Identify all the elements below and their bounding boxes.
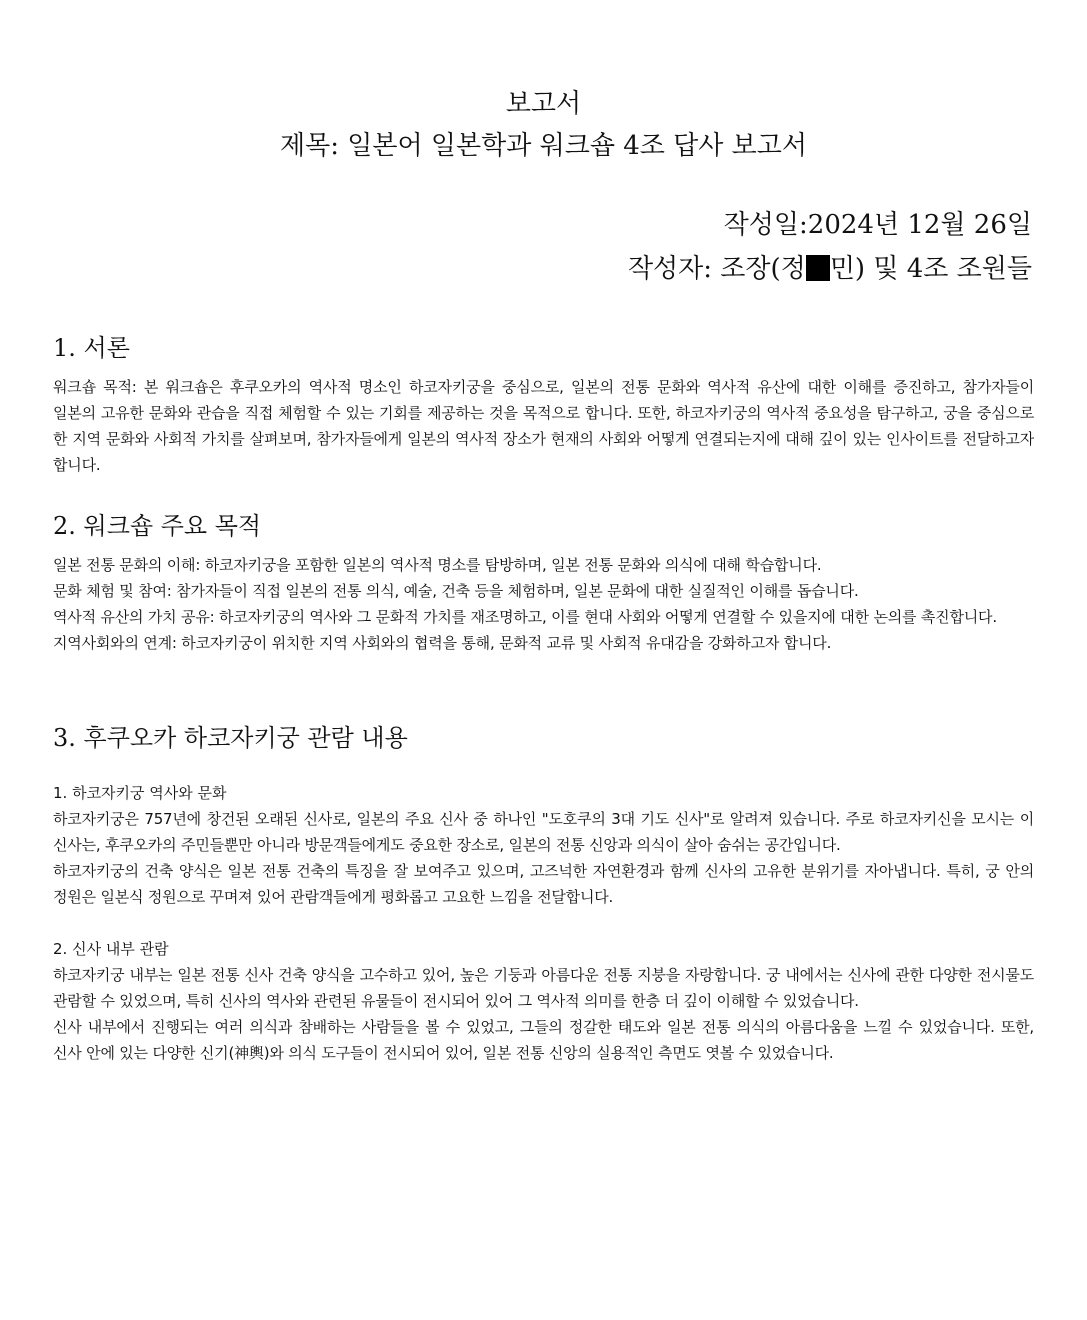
section-heading: 2. 워크숍 주요 목적 [53,512,262,540]
section-heading: 3. 후쿠오카 하코자키궁 관람 내용 [53,724,408,752]
objective-item: 지역사회와의 연계: 하코자키궁이 위치한 지역 사회와의 협력을 통해, 문화적 교류 및 사회적 유대감을 강화하고자 합니다. [53,634,832,652]
redaction-block [806,255,830,281]
objective-item: 일본 전통 문화의 이해: 하코자키궁을 포함한 일본의 역사적 명소를 탐방하며, 일본 전통 문화와 의식에 대해 학습합니다. [53,556,822,574]
section-main-objectives [53,506,1034,656]
subsection-heading: 1. 하코자키궁 역사와 문화 [53,784,227,802]
document-title: 제목: 일본어 일본학과 워크숍 4조 답사 보고서 [280,131,807,161]
objective-item: 역사적 유산의 가치 공유: 하코자키궁의 역사와 그 문화적 가치를 재조명하고, 이를 현대 사회와 어떻게 연결할 수 있을지에 대한 논의를 촉진합니다. [53,608,997,626]
section-visit-content [53,718,1034,1066]
document-type: 보고서 [505,89,582,119]
subsection-paragraph: 하코자키궁 내부는 일본 전통 신사 건축 양식을 고수하고 있어, 높은 기둥과 아름다운 전통 지붕을 자랑합니다. 궁 내에서는 신사에 관한 다양한 전시물도 관람할 수 있었으며, 특히 신사의 역사와 관련된 유물들이 전시되어 있어 그 역사적 의미를 한층 더 깊이 이해할 수 있었습니다. [53,966,1034,1010]
objective-item: 문화 체험 및 참여: 참가자들이 직접 일본의 전통 의식, 예술, 건축 등을 체험하며, 일본 문화에 대한 실질적인 이해를 돕습니다. [53,582,859,600]
subsection-paragraph: 하코자키궁의 건축 양식은 일본 전통 건축의 특징을 잘 보여주고 있으며, 고즈넉한 자연환경과 함께 신사의 고유한 분위기를 자아냅니다. 특히, 궁 안의 정원은 일본식 정원으로 꾸며져 있어 관람객들에게 평화롭고 고요한 느낌을 전달합니다. [53,862,1034,906]
section-introduction [53,328,1034,478]
subsection-heading: 2. 신사 내부 관람 [53,940,169,958]
written-date: 작성일:2024년 12월 26일 [723,210,1032,240]
subsection-paragraph: 신사 내부에서 진행되는 여러 의식과 참배하는 사람들을 볼 수 있었고, 그들의 정갈한 태도와 일본 전통 의식의 아름다움을 느낄 수 있었습니다. 또한, 신사 안에 있는 다양한 신기(神輿)와 의식 도구들이 전시되어 있어, 일본 전통 신앙의 실용적인 측면도 엿볼 수 있었습니다. [53,1018,1034,1062]
section-heading: 1. 서론 [53,334,130,362]
document-meta [628,203,1032,291]
author-prefix: 작성자: 조장(정 [627,254,806,284]
subsection-paragraph: 하코자키궁은 757년에 창건된 오래된 신사로, 일본의 주요 신사 중 하나인 "도호쿠의 3대 기도 신사"로 알려져 있습니다. 주로 하코자키신을 모시는 이 신사는, 후쿠오카의 주민들뿐만 아니라 방문객들에게도 중요한 장소로, 일본의 전통 신앙과 의식이 살아 숨쉬는 공간입니다. [53,810,1034,854]
subsection-history-culture [53,780,1034,910]
subsection-shrine-interior [53,936,1034,1066]
document-header [0,84,1087,168]
author-suffix: 민) 및 4조 조원들 [829,254,1032,284]
author-line [628,247,1032,291]
section-paragraph: 워크숍 목적: 본 워크숍은 후쿠오카의 역사적 명소인 하코자키궁을 중심으로, 일본의 전통 문화와 역사적 유산에 대한 이해를 증진하고, 참가자들이 일본의 고유한 문화와 관습을 직접 체험할 수 있는 기회를 제공하는 것을 목적으로 합니다. 또한, 하코자키궁의 역사적 중요성을 탐구하고, 궁을 중심으로 한 지역 문화와 사회적 가치를 살펴보며, 참가자들에게 일본의 역사적 장소가 현재의 사회와 어떻게 연결되는지에 대해 깊이 있는 인사이트를 전달하고자 합니다. [53,378,1034,474]
